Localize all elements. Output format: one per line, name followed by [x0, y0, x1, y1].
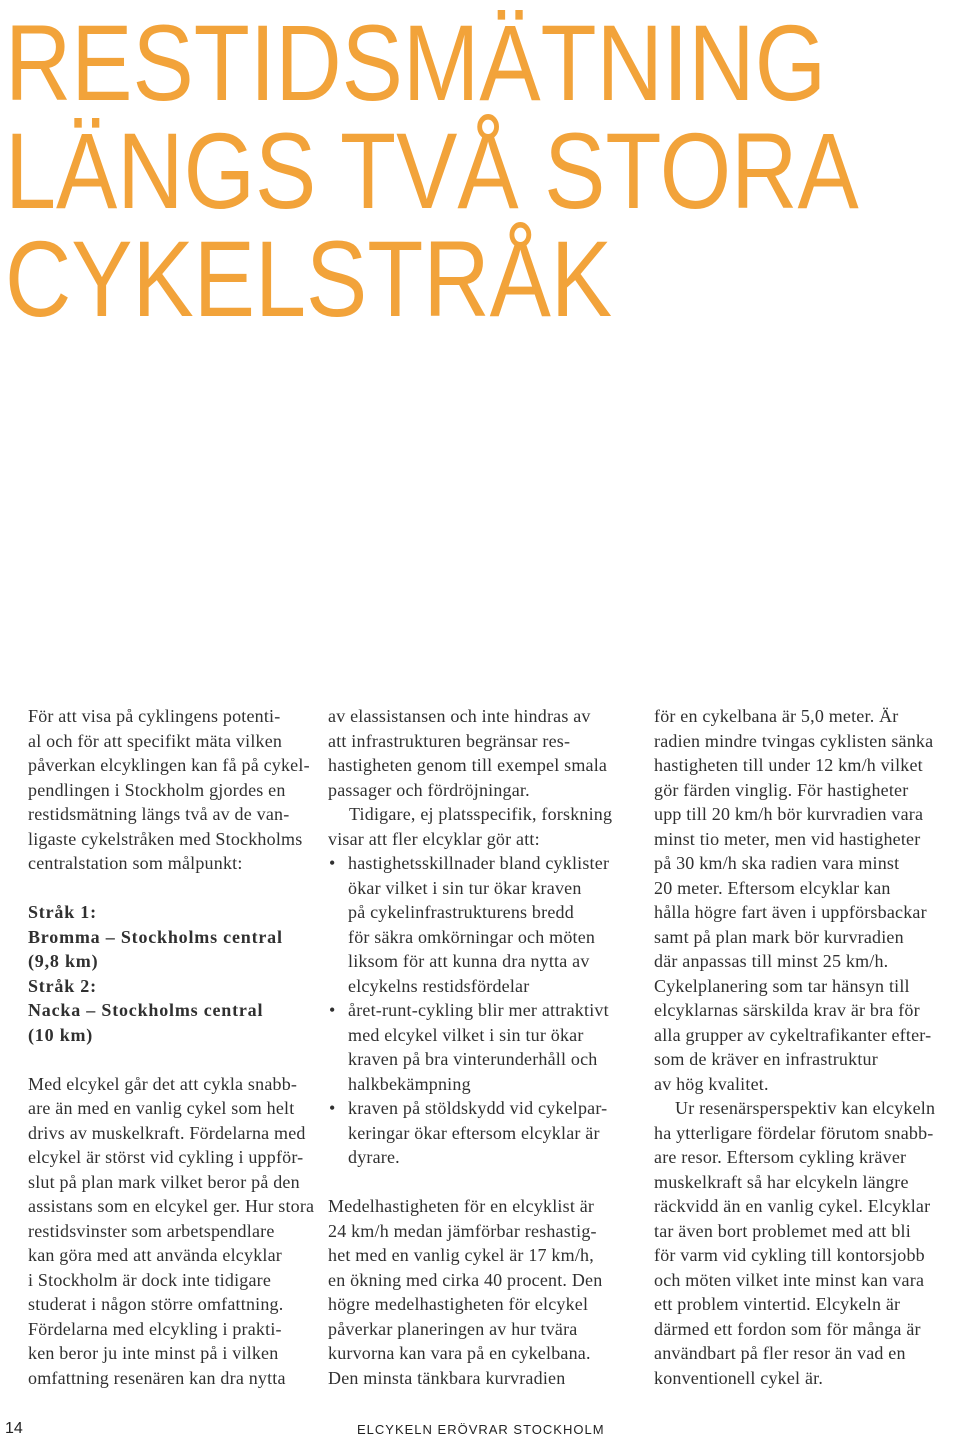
route-1: [28, 900, 320, 974]
text-line: keringar ökar eftersom elcyklar är: [348, 1122, 600, 1143]
intro-paragraph: [28, 704, 320, 876]
text-line: Den minsta tänkbara kurvradien: [328, 1367, 566, 1388]
text-line: För att visa på cyklingens potenti-: [28, 706, 281, 726]
text-line: passager och fördröjningar.: [328, 779, 530, 800]
column-1: [28, 704, 320, 1390]
text-line: upp till 20 km/h bör kurvradien vara: [654, 804, 924, 824]
text-line: minst tio meter, men vid hastigheter: [654, 828, 921, 849]
text-line: hastighetsskillnader bland cyklister: [348, 853, 610, 873]
route-distance: (9,8 km): [28, 951, 99, 971]
text-line: liksom för att kunna dra nytta av: [348, 951, 590, 971]
text-line: Med elcykel går det att cykla snabb-: [28, 1073, 298, 1094]
title-line-1: RESTIDSMÄTNING: [5, 2, 827, 123]
page-title: [0, 0, 960, 333]
text-line: Cykelplanering som tar hänsyn till: [654, 975, 910, 996]
column-2: [328, 704, 633, 1390]
column-3: [654, 704, 954, 1390]
route-label: Stråk 1:: [28, 902, 97, 922]
text-line: högre medelhastigheten för elcykel: [328, 1294, 589, 1314]
text-line: Ur resenärsperspektiv kan elcykeln: [675, 1098, 936, 1118]
text-line: elcykelns restidsfördelar: [348, 975, 530, 996]
text-line: därmed ett fordon som för många är: [654, 1318, 921, 1339]
text-line: assistans som en elcykel ger. Hur stora: [28, 1196, 315, 1216]
text-line: samt på plan mark bör kurvradien: [654, 926, 904, 947]
text-line: som de kräver en infrastruktur: [654, 1049, 878, 1069]
text-line: kan göra med att använda elcyklar: [28, 1245, 282, 1265]
text-line: påverkar planeringen av hur tvära: [328, 1318, 578, 1339]
text-line: hastigheten genom till exempel smala: [328, 755, 608, 775]
text-line: där anpassas till minst 25 km/h.: [654, 951, 889, 971]
text-line: het med en vanlig cykel är 17 km/h,: [328, 1245, 594, 1265]
text-line: med elcykel vilket i sin tur ökar: [348, 1024, 584, 1045]
text-line: are resor. Eftersom cykling kräver: [654, 1147, 907, 1167]
bullet-item: [328, 851, 633, 998]
text-line: på 30 km/h ska radien vara minst: [654, 853, 900, 873]
text-line: Medelhastigheten för en elcyklist är: [328, 1196, 595, 1216]
continued-paragraph: [328, 704, 633, 802]
text-line: muskelkraft så har elcykeln längre: [654, 1171, 909, 1192]
route-name: Bromma – Stockholms central: [28, 926, 283, 947]
traveller-paragraph: [654, 1096, 954, 1390]
text-line: ökar vilket i sin tur ökar kraven: [348, 877, 582, 898]
text-line: kurvorna kan vara på en cykelbana.: [328, 1343, 591, 1363]
text-line: Fördelarna med elcykling i prakti-: [28, 1318, 282, 1339]
bullet-item: [328, 1096, 633, 1170]
text-line: och möten vilket inte minst kan vara: [654, 1269, 925, 1290]
text-line: för en cykelbana är 5,0 meter. Är: [654, 706, 899, 726]
text-line: hastigheten till under 12 km/h vilket: [654, 755, 923, 775]
text-line: centralstation som målpunkt:: [28, 853, 243, 873]
bullet-list: [328, 851, 633, 1170]
route-label: Stråk 2:: [28, 975, 97, 996]
text-line: tar även bort problemet med att bli: [654, 1220, 911, 1241]
text-line: kraven på bra vinterunderhåll och: [348, 1049, 598, 1069]
text-line: av hög kvalitet.: [654, 1073, 769, 1094]
text-line: en ökning med cirka 40 procent. Den: [328, 1269, 603, 1290]
speed-paragraph: [328, 1194, 633, 1390]
title-line-3: CYKELSTRÅK: [5, 218, 613, 333]
text-line: studerat i någon större omfattning.: [28, 1294, 284, 1314]
text-line: dyrare.: [348, 1147, 400, 1167]
route-list: [28, 900, 320, 1047]
text-line: 20 meter. Eftersom elcyklar kan: [654, 877, 891, 898]
text-line: ligaste cykelstråken med Stockholms: [28, 828, 303, 849]
bullet-icon: •: [329, 1000, 336, 1020]
route-name: Nacka – Stockholms central: [28, 1000, 264, 1020]
text-line: elcyklarnas särskilda krav är bra för: [654, 1000, 920, 1020]
text-line: för varm vid cykling till kontorsjobb: [654, 1245, 925, 1265]
text-line: radien mindre tvingas cyklisten sänka: [654, 730, 934, 751]
research-paragraph: [328, 802, 633, 851]
text-line: restidsvinster som arbetspendlare: [28, 1220, 275, 1241]
text-line: gör färden vinglig. För hastigheter: [654, 779, 909, 800]
bullet-text: [348, 1096, 633, 1170]
curve-paragraph: [654, 704, 954, 1096]
bullet-text: [348, 998, 633, 1096]
text-line: elcykel är störst vid cykling i uppför-: [28, 1147, 304, 1167]
text-line: omfattning resenären kan dra nytta: [28, 1367, 286, 1388]
text-line: hålla högre fart även i uppförsbackar: [654, 902, 927, 922]
text-line: ha ytterligare fördelar förutom snabb-: [654, 1122, 934, 1143]
text-line: kraven på stöldskydd vid cykelpar-: [348, 1098, 608, 1118]
text-line: halkbekämpning: [348, 1073, 471, 1094]
text-line: i Stockholm är dock inte tidigare: [28, 1269, 272, 1290]
text-line: al och för att specifikt mäta vilken: [28, 730, 283, 751]
text-line: räckvidd än en vanlig cykel. Elcyklar: [654, 1196, 931, 1216]
text-line: restidsmätning längs två av de van-: [28, 804, 290, 824]
text-line: Tidigare, ej platsspecifik, forskning: [349, 804, 613, 824]
bullet-icon: •: [329, 853, 336, 873]
text-line: pendlingen i Stockholm gjordes en: [28, 779, 286, 800]
text-line: alla grupper av cykeltrafikanter efter-: [654, 1024, 932, 1045]
text-line: 24 km/h medan jämförbar reshastig-: [328, 1220, 597, 1241]
text-line: påverkan elcyklingen kan få på cykel-: [28, 755, 310, 775]
text-line: året-runt-cykling blir mer attraktivt: [348, 1000, 609, 1020]
text-line: på cykelinfrastrukturens bredd: [348, 902, 574, 922]
text-line: ken beror ju inte minst på i vilken: [28, 1343, 279, 1363]
text-line: drivs av muskelkraft. Fördelarna med: [28, 1122, 306, 1143]
text-line: slut på plan mark vilket beror på den: [28, 1171, 300, 1192]
bullet-icon: •: [329, 1098, 336, 1118]
bullet-text: [348, 851, 633, 998]
title-line-2: LÄNGS TVÅ STORA: [5, 110, 859, 231]
bullet-item: [328, 998, 633, 1096]
route-distance: (10 km): [28, 1024, 94, 1045]
text-line: att infrastrukturen begränsar res-: [328, 730, 571, 751]
running-title: ELCYKELN ERÖVRAR STOCKHOLM: [357, 1422, 605, 1437]
text-line: visar att fler elcyklar gör att:: [328, 828, 540, 849]
text-line: för säkra omkörningar och möten: [348, 926, 596, 947]
route-2: [28, 974, 320, 1048]
text-line: användbart på fler resor än vad en: [654, 1343, 906, 1363]
text-line: are än med en vanlig cykel som helt: [28, 1098, 295, 1118]
text-line: av elassistansen och inte hindras av: [328, 706, 591, 726]
text-line: konventionell cykel är.: [654, 1367, 824, 1388]
text-line: ett problem vintertid. Elcykeln är: [654, 1294, 901, 1314]
page-number: 14: [5, 1420, 23, 1437]
body-paragraph: [28, 1072, 320, 1391]
